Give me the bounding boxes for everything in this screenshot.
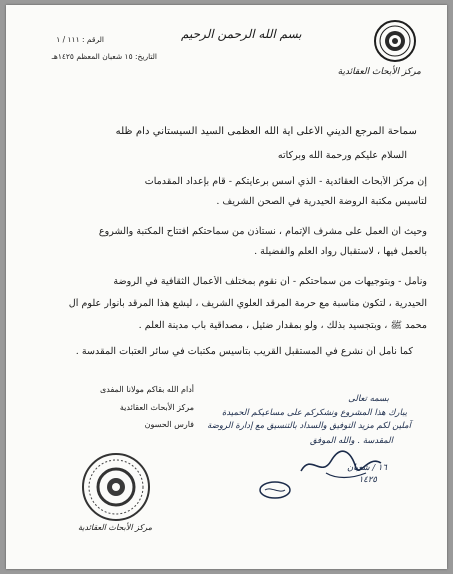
letter-page: [6, 5, 447, 569]
basmala: بسم الله الرحمن الرحيم: [181, 27, 302, 41]
reply-line-1: يبارك هذا المشروع ونشكركم على مساعيكم الحميدة: [221, 408, 407, 418]
reply-line-2: آملين لكم مزيد التوفيق والسداد بالتنسيق مع إدارة الروضة: [207, 421, 411, 431]
body-line-2: لتأسيس مكتبة الروضة الحيدرية في الصحن الشريف .: [216, 196, 427, 207]
closing-signatory: فارس الحسون: [144, 420, 194, 429]
addressee: سماحة المرجع الديني الأعلى آية الله العظمى السيد السيستاني دام ظله: [115, 126, 417, 137]
closing-line: أدام الله بقاكم مولانا المفدى: [99, 385, 194, 394]
seal-caption: مركز الأبحاث العقائدية: [77, 523, 153, 532]
reply-heading: بسمه تعالى: [348, 394, 389, 404]
reply-date: ١٦ / شعبان: [346, 463, 387, 473]
marja-seal-graphic: [258, 480, 292, 500]
reference-date: التاريخ: ١٥ شعبان المعظم ١٤٢٥هـ: [51, 52, 157, 61]
greeting: السلام عليكم ورحمة الله وبركاته: [277, 150, 407, 161]
body-line-7: محمد ﷺ ، وبتجسيد بذلك ، ولو بمقدار ضئيل ، مصداقية باب مدينة العلم .: [138, 320, 427, 331]
body-line-5: ونأمل - وبتوجيهات من سماحتكم - أن نقوم بمختلف الأعمال الثقافية في الروضة: [113, 276, 427, 287]
center-seal-graphic: [81, 452, 151, 522]
center-logo-text: مركز الأبحاث العقائدية: [337, 67, 421, 77]
body-line-1: إن مركز الأبحاث العقائدية - الذي أسس برعايتكم - قام بإعداد المقدمات: [144, 176, 427, 187]
center-seal: [81, 452, 151, 522]
center-logo-emblem: [373, 19, 417, 63]
reference-number: الرقم : ١١١ / ١: [56, 35, 104, 44]
body-line-4: بالعمل فيها ، لاستقبال رواد العلم والفضيلة .: [254, 246, 427, 257]
body-line-8: كما نأمل أن نشرع في المستقبل القريب بتأسيس مكتبات في سائر العتبات المقدسة .: [75, 346, 413, 357]
reply-line-3: المقدسة . والله الموفق: [310, 436, 393, 446]
marja-seal: [258, 480, 292, 500]
body-line-3: وحيث أن العمل على مشرف الإتمام ، نستأذن من سماحتكم افتتاح المكتبة والشروع: [98, 226, 427, 237]
center-logo: [373, 19, 417, 63]
body-line-6: الحيدرية ، لتكون مناسبة مع حرمة المرقد العلوي الشريف ، ليشع هذا المرقد بأنوار علوم آل: [68, 298, 427, 309]
closing-center-name: مركز الأبحاث العقائدية: [119, 403, 194, 412]
reply-year: ١٤٢٥: [358, 475, 377, 485]
